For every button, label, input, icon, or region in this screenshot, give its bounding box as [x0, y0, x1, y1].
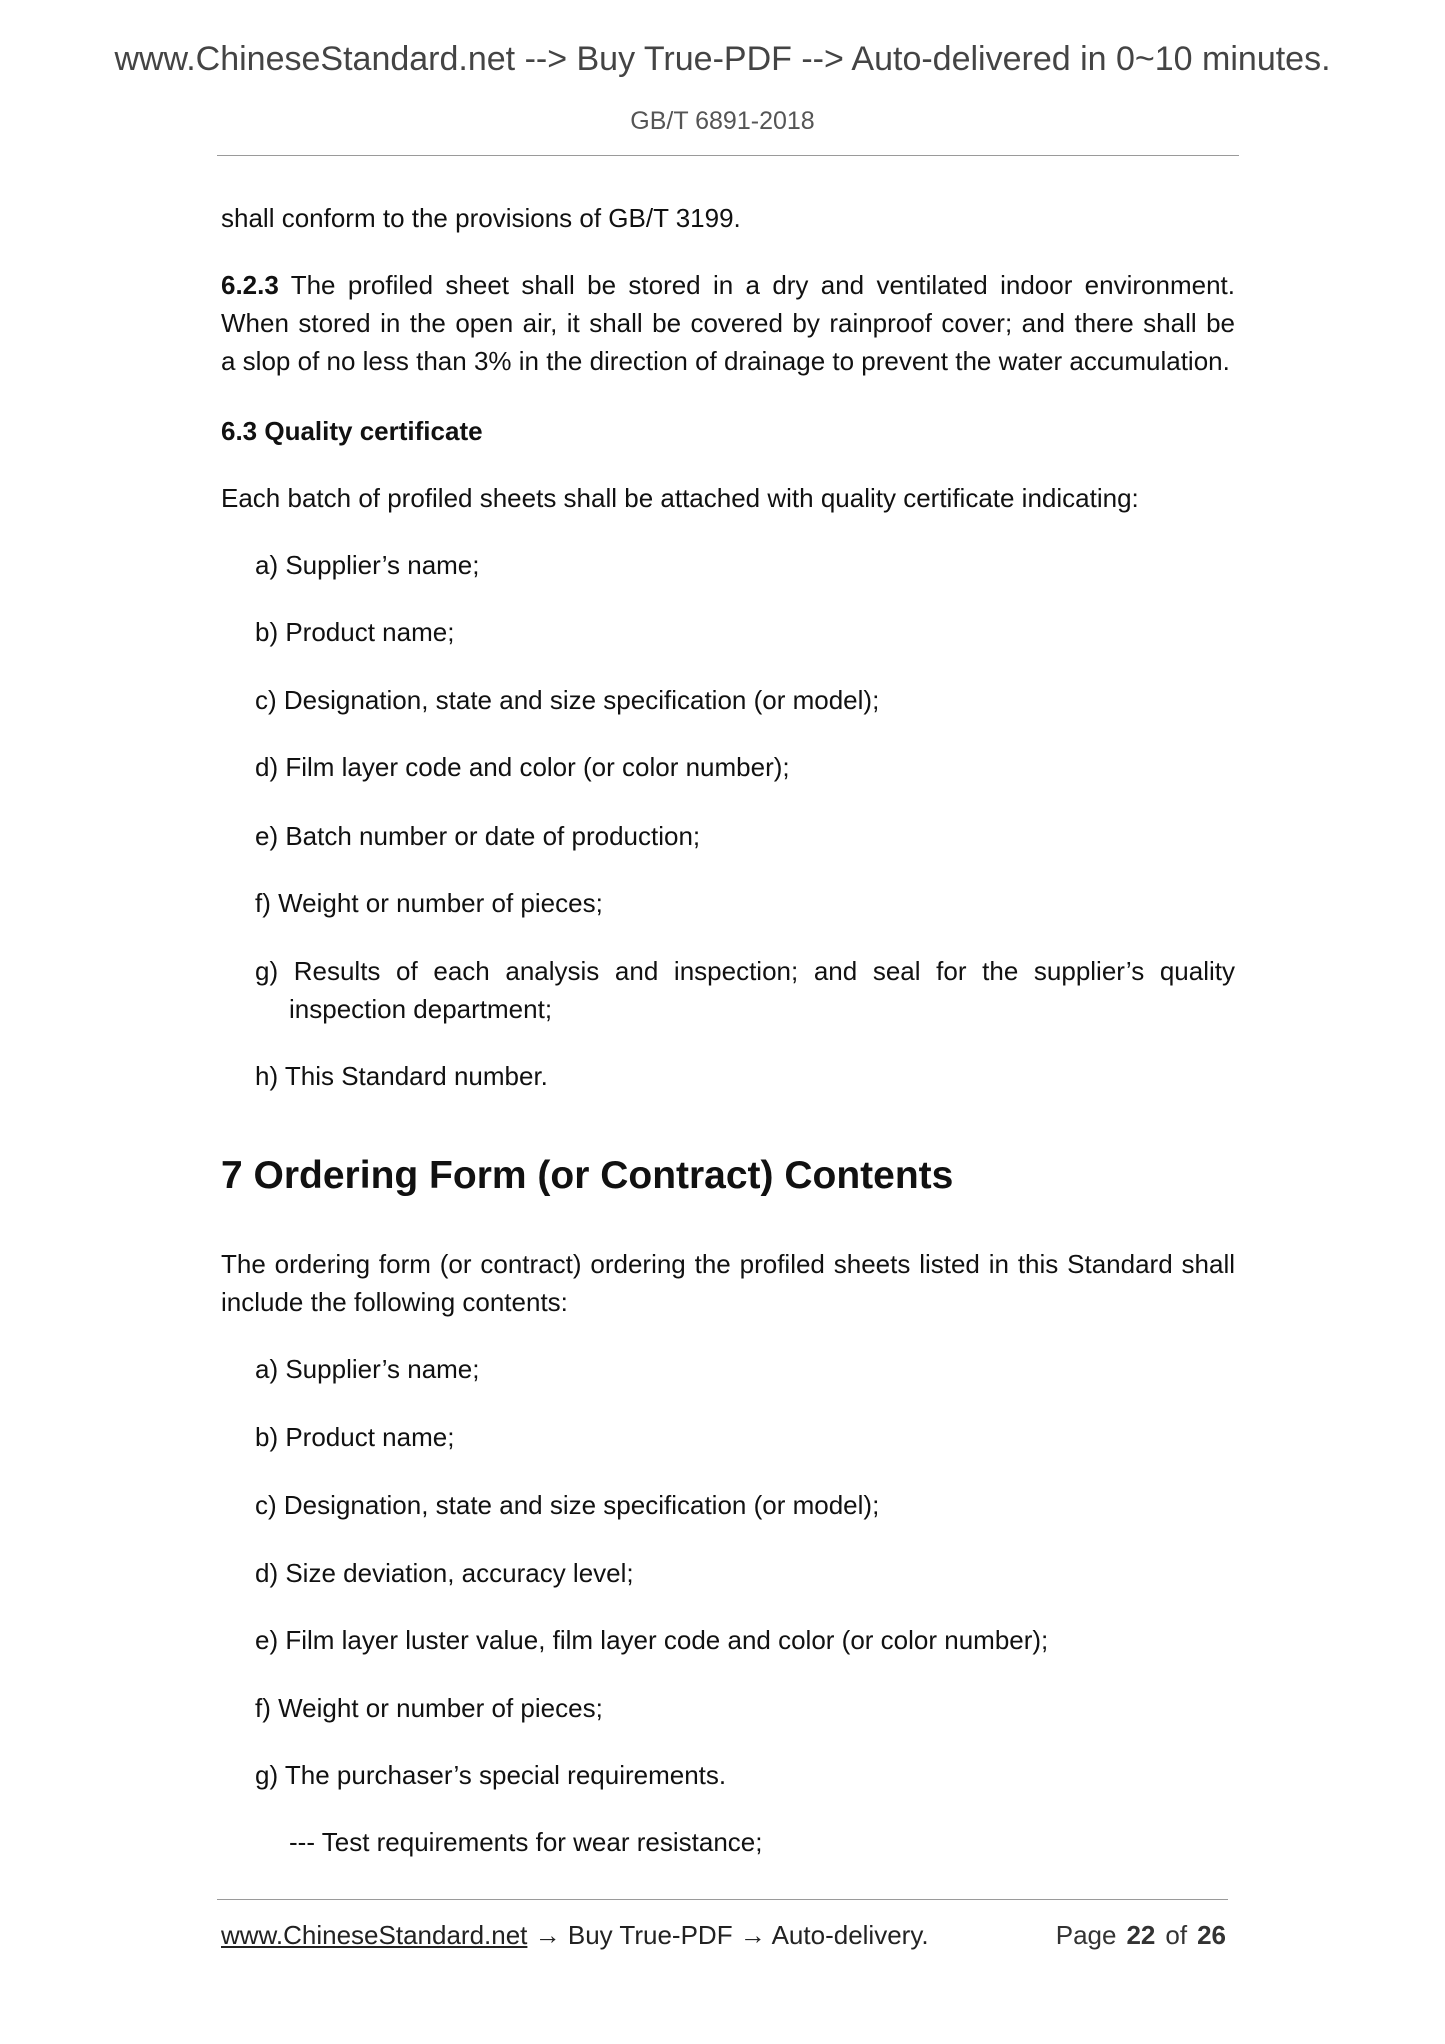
list-item: d) Film layer code and color (or color number);: [255, 752, 790, 782]
page-label: Page: [1055, 1920, 1117, 1950]
footer-tagline: → Buy True-PDF → Auto-delivery.: [534, 1920, 929, 1950]
list-item: c) Designation, state and size specification (or model);: [255, 1490, 880, 1520]
clause-6-3-intro: Each batch of profiled sheets shall be attached with quality certificate indicating:: [221, 483, 1139, 513]
list-item: d) Size deviation, accuracy level;: [255, 1558, 634, 1588]
sub-list-item: --- Test requirements for wear resistance;: [289, 1827, 763, 1857]
page-indicator: [1056, 1916, 1226, 1954]
page-of-label: of: [1165, 1920, 1188, 1950]
list-item: c) Designation, state and size specification (or model);: [255, 685, 880, 715]
standard-number: GB/T 6891-2018: [630, 107, 815, 135]
list-item: f) Weight or number of pieces;: [255, 1693, 603, 1723]
clause-6-2-3-line-2: When stored in the open air, it shall be covered by rainproof cover; and there shall be: [221, 308, 1235, 338]
list-item: b) Product name;: [255, 617, 455, 647]
list-item: a) Supplier’s name;: [255, 550, 480, 580]
clause-text: The profiled sheet shall be stored in a dry and ventilated indoor environment.: [290, 270, 1235, 300]
clause-6-3-heading: 6.3 Quality certificate: [221, 416, 483, 446]
list-item-continuation: inspection department;: [289, 994, 553, 1024]
footer-promo: [221, 1916, 929, 1954]
list-item: f) Weight or number of pieces;: [255, 888, 603, 918]
section-7-intro-line-1: The ordering form (or contract) ordering the profiled sheets listed in this Standard shall: [221, 1249, 1235, 1279]
header-banner: www.ChineseStandard.net --> Buy True-PDF --> Auto-delivered in 0~10 minutes.: [114, 40, 1331, 78]
section-7-intro-line-2: include the following contents:: [221, 1287, 568, 1317]
footer-divider: [217, 1899, 1228, 1900]
clause-number: 6.2.3: [221, 270, 279, 300]
list-item: g) The purchaser’s special requirements.: [255, 1760, 727, 1790]
list-item: g) Results of each analysis and inspection; and seal for the supplier’s quality: [255, 956, 1235, 986]
clause-6-2-3-line-3: a slop of no less than 3% in the direction of drainage to prevent the water accumulation.: [221, 346, 1230, 376]
list-item: e) Film layer luster value, film layer code and color (or color number);: [255, 1625, 1049, 1655]
list-item: a) Supplier’s name;: [255, 1354, 480, 1384]
list-item: h) This Standard number.: [255, 1061, 548, 1091]
list-item: e) Batch number or date of production;: [255, 821, 701, 851]
list-item: b) Product name;: [255, 1422, 455, 1452]
total-page-number: 26: [1197, 1920, 1226, 1950]
clause-6-2-3-line-1: [221, 266, 1235, 304]
footer-site-link[interactable]: www.ChineseStandard.net: [221, 1920, 528, 1950]
section-7-heading: 7 Ordering Form (or Contract) Contents: [221, 1154, 954, 1197]
header-divider: [217, 155, 1239, 156]
current-page-number: 22: [1126, 1920, 1156, 1950]
continuation-text: shall conform to the provisions of GB/T 3199.: [221, 203, 741, 233]
